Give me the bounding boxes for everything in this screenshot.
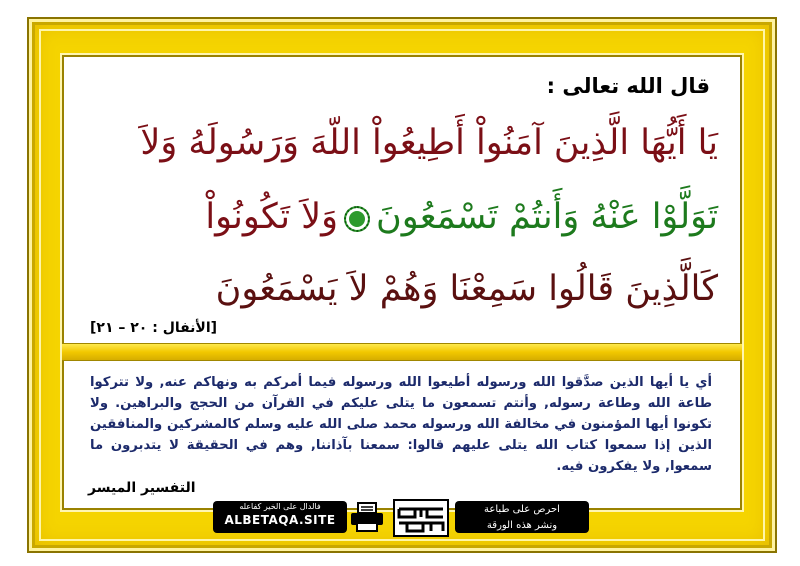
verse-reference: [الأنفال : ٢٠ – ٢١] xyxy=(90,320,218,336)
print-reminder-line-1: احرص على طباعة xyxy=(484,504,560,515)
section-divider xyxy=(62,343,742,361)
ayah-end-icon xyxy=(344,206,370,232)
logo-icon xyxy=(393,499,449,537)
verse-line-2-part-a: تَوَلَّوْا عَنْهُ وَأَنتُمْ تَسْمَعُونَ xyxy=(376,197,718,237)
print-reminder-line-2: ونشر هذه الورقة xyxy=(486,520,558,531)
verse-line-3: كَالَّذِينَ قَالُوا سَمِعْنَا وَهُمْ لاَ يَسْمَعُونَ xyxy=(215,269,718,309)
site-url: ALBETAQA.SITE xyxy=(224,513,336,527)
print-reminder xyxy=(455,501,589,533)
site-badge xyxy=(213,501,347,533)
tafsir-source: التفسير الميسر xyxy=(88,480,196,496)
printer-icon xyxy=(349,501,385,533)
tafsir-text: أي يا أيها الذين صدَّقوا الله ورسوله أطيعوا الله ورسوله فيما أمركم به ونهاكم عنه, ولا تتركوا طاعة الله وطاعة رسوله, وأنتم تسمعون ما يتلى عليكم في القرآن من الحجج والبراهين. ولا تكونوا أيها المؤمنون في مخالفة الله ورسوله محمد صلى الله عليه وسلم كالمشركين والمنافقين الذين إذا سمعوا كتاب الله يتلى عليهم قالوا: سمعنا بآذاننا, وهم في الحقيقة لا يتدبرون ما سمعوا, ولا يفكرون فيه. xyxy=(90,375,712,474)
verse-intro: قال الله تعالى : xyxy=(546,74,710,98)
site-slogan: فالدال على الخير كفاعله xyxy=(239,502,321,511)
verse-line-1: يَا أَيُّهَا الَّذِينَ آمَنُواْ أَطِيعُواْ اللّهَ وَرَسُولَهُ وَلاَ xyxy=(140,123,718,163)
verse-line-2-part-b: وَلاَ تَكُونُواْ xyxy=(205,197,339,237)
verse-line-2 xyxy=(78,194,718,240)
